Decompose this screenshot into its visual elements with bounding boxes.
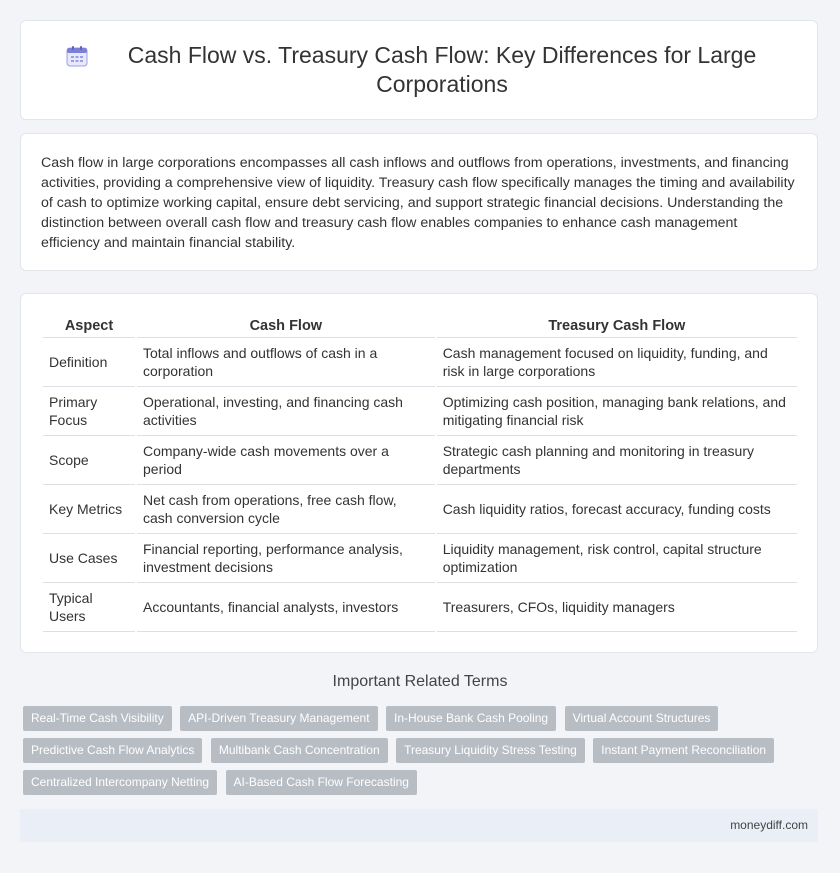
table-row (43, 387, 797, 436)
column-header-aspect: Aspect (43, 314, 135, 338)
page-title: Cash Flow vs. Treasury Cash Flow: Key Differences for Large Corporations (127, 42, 757, 97)
row-treasury-cash-flow: Cash liquidity ratios, forecast accuracy, funding costs (437, 485, 797, 534)
row-aspect: Use Cases (43, 534, 135, 583)
row-aspect: Scope (43, 436, 135, 485)
column-header-cash-flow: Cash Flow (137, 314, 435, 338)
row-cash-flow: Operational, investing, and financing cash activities (137, 387, 435, 436)
table-row (43, 436, 797, 485)
intro-card (20, 133, 818, 271)
table-row (43, 485, 797, 534)
row-cash-flow: Financial reporting, performance analysis, investment decisions (137, 534, 435, 583)
related-terms-tags (23, 706, 803, 802)
row-aspect: Primary Focus (43, 387, 135, 436)
row-aspect: Typical Users (43, 583, 135, 632)
comparison-table (41, 314, 799, 632)
row-cash-flow: Company-wide cash movements over a period (137, 436, 435, 485)
row-treasury-cash-flow: Treasurers, CFOs, liquidity managers (437, 583, 797, 632)
related-term-tag[interactable]: Multibank Cash Concentration (211, 738, 388, 763)
related-term-tag[interactable]: Predictive Cash Flow Analytics (23, 738, 202, 763)
related-term-tag[interactable]: In-House Bank Cash Pooling (386, 706, 556, 731)
row-cash-flow: Net cash from operations, free cash flow, cash conversion cycle (137, 485, 435, 534)
related-term-tag[interactable]: Real-Time Cash Visibility (23, 706, 172, 731)
related-term-tag[interactable]: API-Driven Treasury Management (180, 706, 377, 731)
row-treasury-cash-flow: Liquidity management, risk control, capital structure optimization (437, 534, 797, 583)
comparison-table-card (20, 293, 818, 653)
table-row (43, 338, 797, 387)
related-term-tag[interactable]: Virtual Account Structures (565, 706, 719, 731)
row-treasury-cash-flow: Cash management focused on liquidity, funding, and risk in large corporations (437, 338, 797, 387)
row-aspect: Definition (43, 338, 135, 387)
table-row (43, 583, 797, 632)
footer-site-link[interactable]: moneydiff.com (730, 818, 808, 832)
column-header-treasury-cash-flow: Treasury Cash Flow (437, 314, 797, 338)
calendar-icon (66, 45, 88, 67)
row-treasury-cash-flow: Optimizing cash position, managing bank relations, and mitigating financial risk (437, 387, 797, 436)
footer (20, 809, 818, 842)
table-header-row (43, 314, 797, 338)
header-card (20, 20, 818, 120)
table-row (43, 534, 797, 583)
related-terms-title: Important Related Terms (332, 673, 508, 690)
related-term-tag[interactable]: Treasury Liquidity Stress Testing (396, 738, 585, 763)
related-term-tag[interactable]: AI-Based Cash Flow Forecasting (226, 770, 417, 795)
row-cash-flow: Total inflows and outflows of cash in a corporation (137, 338, 435, 387)
intro-text: Cash flow in large corporations encompasses all cash inflows and outflows from operations, investments, and financing activities, providing a comprehensive view of liquidity. Treasury cash flow specifically manages the timing and availability of cash to optimize working capital, ensure debt servicing, and support strategic financial decisions. Understanding the distinction between overall cash flow and treasury cash flow enables companies to enhance cash management efficiency and maintain financial stability. (41, 155, 795, 251)
row-aspect: Key Metrics (43, 485, 135, 534)
row-treasury-cash-flow: Strategic cash planning and monitoring in treasury departments (437, 436, 797, 485)
related-term-tag[interactable]: Instant Payment Reconciliation (593, 738, 774, 763)
row-cash-flow: Accountants, financial analysts, investors (137, 583, 435, 632)
related-term-tag[interactable]: Centralized Intercompany Netting (23, 770, 217, 795)
